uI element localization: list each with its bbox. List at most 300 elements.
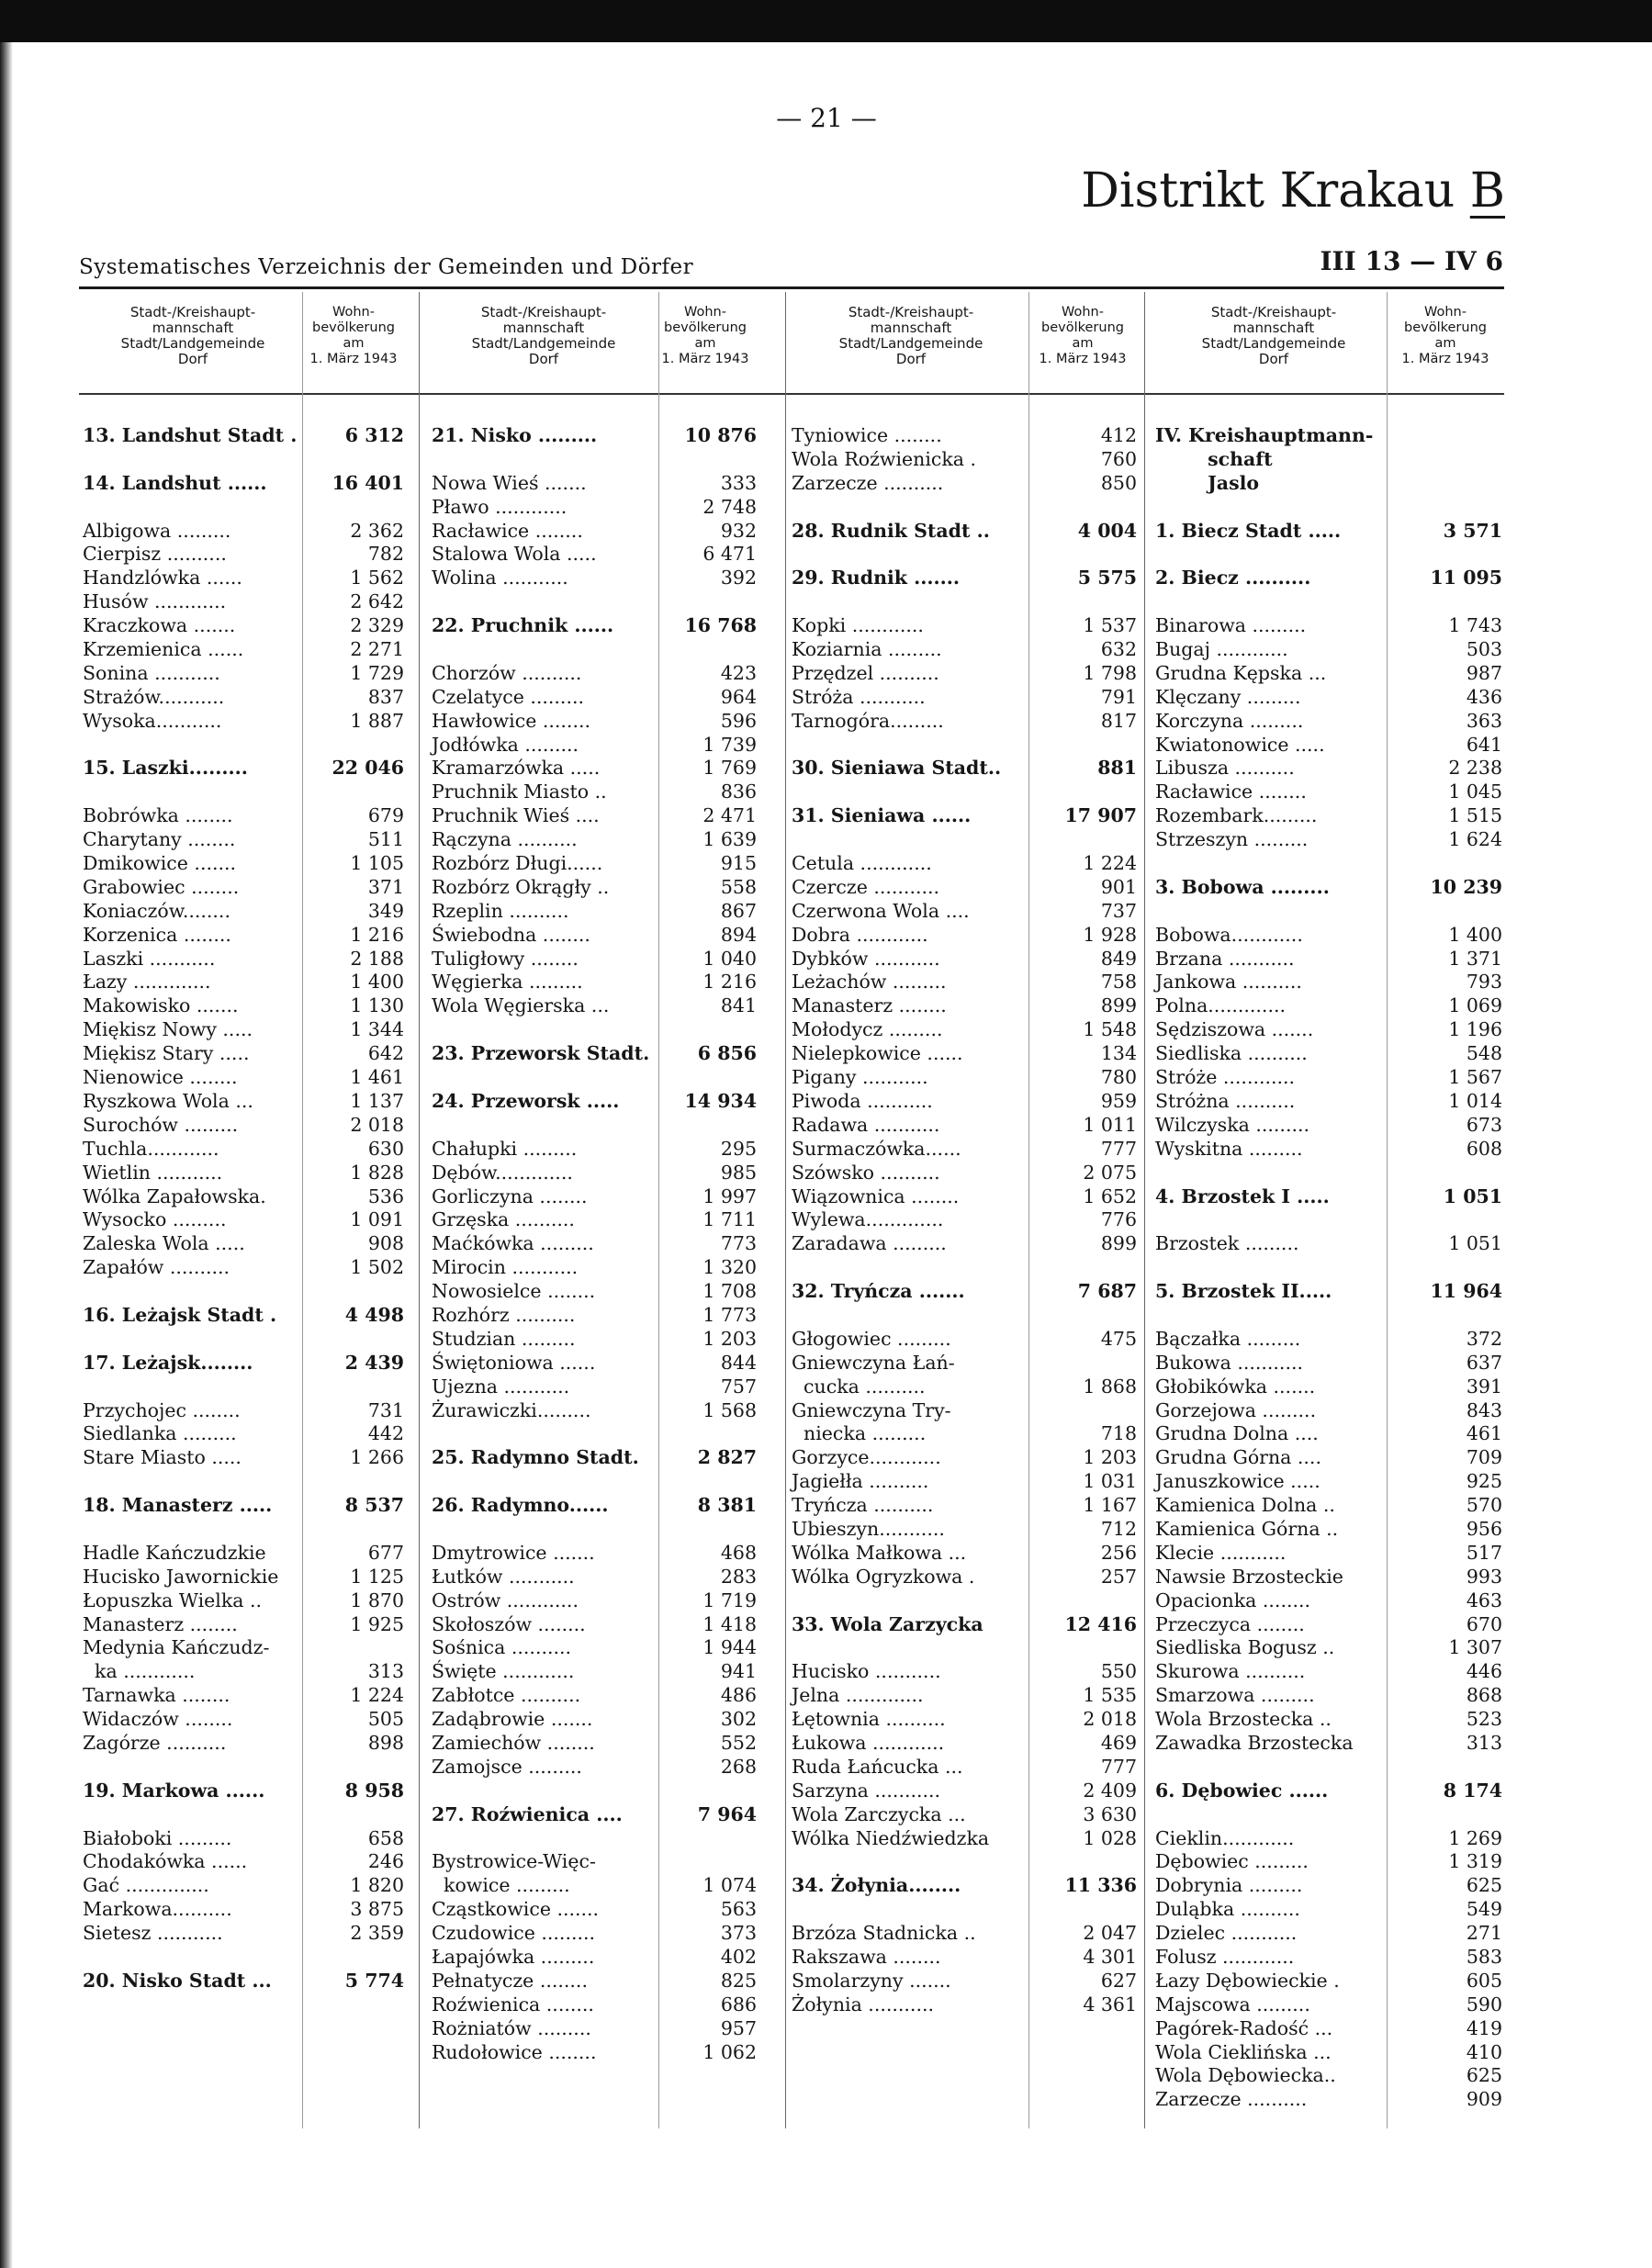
place-name: Studzian ......... [432, 1327, 576, 1350]
population-value: 442 [367, 1422, 404, 1445]
place-name: Wola Brzostecka .. [1155, 1708, 1332, 1731]
table-row [792, 1970, 1137, 1993]
table-row [432, 1566, 757, 1589]
population-value: 1 167 [1083, 1494, 1137, 1517]
population-value: 1 743 [1448, 614, 1502, 637]
district-heading-row [83, 1780, 404, 1803]
table-row [432, 1162, 757, 1185]
place-name: Sędziszowa ....... [1155, 1018, 1314, 1041]
table-row [1155, 852, 1502, 876]
place-name: Hucisko ........... [792, 1660, 941, 1683]
table-row [792, 1636, 1137, 1660]
population-value: 3 875 [350, 1898, 404, 1921]
place-name: Smolarzyny ....... [792, 1969, 951, 1992]
place-name: Zaradawa ......... [792, 1232, 947, 1255]
table-row [1155, 1446, 1502, 1470]
place-name: Tarnawka ........ [83, 1684, 230, 1707]
place-name: 1. Biecz Stadt ..... [1155, 519, 1342, 542]
place-name: Bobrówka ........ [83, 804, 233, 827]
place-name: Tryńcza .......... [792, 1494, 934, 1517]
population-value: 5 774 [344, 1969, 404, 1992]
table-row [1155, 710, 1502, 734]
table-row [1155, 1090, 1502, 1114]
place-name: Manasterz ........ [83, 1612, 238, 1635]
population-value: 552 [720, 1731, 757, 1754]
place-name: Strażów........... [83, 685, 225, 708]
header-name-line: Stadt/Landgemeinde [120, 335, 265, 352]
population-value: 313 [1466, 1731, 1502, 1754]
place-name: 21. Nisko ......... [432, 424, 598, 446]
table-row [792, 1042, 1137, 1066]
place-name: Przeczyca ........ [1155, 1612, 1305, 1635]
population-value: 641 [1466, 733, 1502, 756]
table-row [792, 780, 1137, 804]
population-value: 10 239 [1430, 875, 1502, 898]
place-name: Czercze ........... [792, 875, 940, 898]
population-value: 909 [1466, 2088, 1502, 2111]
population-value: 625 [1466, 2064, 1502, 2087]
header-pop-col-4 [1388, 305, 1502, 367]
population-value: 630 [367, 1137, 404, 1160]
population-value: 849 [1100, 947, 1137, 970]
population-value: 899 [1100, 994, 1137, 1017]
place-name: Gorzejowa ......... [1155, 1398, 1317, 1421]
table-row [1155, 1850, 1502, 1874]
table-row [1155, 924, 1502, 948]
table-row [432, 876, 757, 900]
place-name: Ujezna ........... [432, 1375, 570, 1398]
place-name: Koniaczów........ [83, 899, 230, 922]
place-name: cucka .......... [792, 1375, 926, 1398]
place-name: Wietlin ........... [83, 1161, 223, 1184]
population-value: 686 [720, 1993, 757, 2015]
population-value: 1 045 [1448, 780, 1502, 803]
table-column-4 [1155, 424, 1502, 2112]
place-name: Kamienica Dolna .. [1155, 1494, 1335, 1517]
district-heading-row [83, 1494, 404, 1518]
place-name: schaft [1155, 447, 1273, 470]
table-row [1155, 1256, 1502, 1280]
place-name: Bukowa ........... [1155, 1351, 1303, 1374]
place-name: Tarnogóra......... [792, 709, 944, 732]
population-value: 1 320 [702, 1256, 757, 1279]
population-value: 1 203 [1083, 1446, 1137, 1469]
place-name: 24. Przeworsk ..... [432, 1089, 620, 1112]
table-row [792, 1066, 1137, 1090]
table-row [1155, 1352, 1502, 1375]
population-value: 1 074 [702, 1874, 757, 1897]
population-value: 1 400 [1448, 923, 1502, 946]
table-row [432, 1589, 757, 1613]
population-value: 632 [1100, 638, 1137, 661]
place-name: Łopuszka Wielka .. [83, 1589, 263, 1611]
table-row [83, 828, 404, 852]
header-name-line: mannschaft [502, 320, 585, 336]
place-name: Brzana ........... [1155, 947, 1295, 970]
table-row [432, 448, 757, 472]
table-row [792, 1732, 1137, 1756]
table-row [432, 1256, 757, 1280]
header-name-line: Stadt-/Kreishaupt- [848, 304, 974, 320]
population-value: 536 [367, 1185, 404, 1207]
header-name-line: mannschaft [870, 320, 952, 336]
place-name: Majscowa ......... [1155, 1993, 1310, 2015]
population-value: 1 870 [350, 1589, 404, 1611]
population-value: 302 [720, 1708, 757, 1731]
table-row [432, 994, 757, 1018]
table-row [432, 638, 757, 662]
place-name: 13. Landshut Stadt . [83, 424, 298, 446]
place-name: Wólka Małkowa ... [792, 1541, 967, 1564]
population-value: 17 907 [1064, 804, 1137, 827]
table-row [83, 638, 404, 662]
population-value: 1 011 [1083, 1113, 1137, 1136]
place-name: Hadle Kańczudzkie [83, 1541, 266, 1564]
table-row [792, 1708, 1137, 1732]
place-name: Korzenica ........ [83, 923, 231, 946]
population-value: 2 271 [350, 638, 404, 661]
table-row [1155, 638, 1502, 662]
table-row [432, 804, 757, 828]
population-value: 11 095 [1430, 567, 1502, 589]
population-value: 793 [1466, 971, 1502, 994]
population-value: 1 125 [350, 1565, 404, 1588]
population-value: 1 639 [702, 828, 757, 851]
table-row [83, 1946, 404, 1970]
population-value: 658 [367, 1826, 404, 1849]
population-value: 881 [1097, 757, 1137, 780]
table-row [1155, 1756, 1502, 1780]
place-name: Zabłotce .......... [432, 1684, 581, 1707]
header-pop-line: bevölkerung [664, 320, 747, 335]
table-row [432, 1328, 757, 1352]
header-name-line: Dorf [895, 351, 927, 367]
table-row [83, 1589, 404, 1613]
header-pop-line: 1. März 1943 [309, 352, 398, 366]
place-name: Jodłówka ......... [432, 733, 579, 756]
table-row [1155, 2017, 1502, 2041]
header-pop-line: bevölkerung [312, 320, 395, 335]
table-row [432, 1518, 757, 1542]
population-value: 8 958 [344, 1779, 404, 1802]
place-name: ka ............ [83, 1660, 196, 1683]
population-value: 2 439 [344, 1351, 404, 1374]
table-row [792, 1684, 1137, 1708]
place-name: Stróżna .......... [1155, 1089, 1296, 1112]
table-row [432, 1660, 757, 1684]
table-row [83, 448, 404, 472]
place-name: Łapajówka ......... [432, 1946, 595, 1968]
place-name: Czudowice ......... [432, 1922, 596, 1945]
table-row [1155, 971, 1502, 994]
place-name: Jaslo [1155, 471, 1260, 494]
population-value: 1 624 [1448, 828, 1502, 851]
table-row [1155, 2088, 1502, 2112]
table-row [432, 1066, 757, 1090]
table-row [792, 1352, 1137, 1375]
table-row [792, 1470, 1137, 1494]
table-row [1155, 1660, 1502, 1684]
population-value: 1 887 [350, 709, 404, 732]
place-name: Żołynia ........... [792, 1993, 934, 2015]
district-heading-row [792, 567, 1137, 590]
population-value: 6 856 [697, 1042, 757, 1065]
population-value: 436 [1466, 685, 1502, 708]
place-name: Stare Miasto ..... [83, 1446, 242, 1469]
table-row [432, 2041, 757, 2065]
table-row [83, 590, 404, 614]
population-value: 371 [367, 875, 404, 898]
population-value: 925 [1466, 1470, 1502, 1493]
table-row [792, 734, 1137, 758]
table-row [1155, 1970, 1502, 1993]
table-row [1155, 1684, 1502, 1708]
population-value: 757 [720, 1375, 757, 1398]
table-row [1155, 1162, 1502, 1185]
population-value: 419 [1466, 2016, 1502, 2039]
place-name: Sietesz ........... [83, 1922, 223, 1945]
place-name: Kraczkowa ....... [83, 614, 236, 637]
table-row [432, 1399, 757, 1423]
table-row [432, 1827, 757, 1851]
population-value: 993 [1466, 1565, 1502, 1588]
population-value: 843 [1466, 1398, 1502, 1421]
place-name: Makowisko ....... [83, 994, 239, 1017]
district-letter: B [1469, 163, 1505, 219]
table-row [1155, 1470, 1502, 1494]
district-heading-row [792, 804, 1137, 828]
place-name: Wólka Zapałowska. [83, 1185, 266, 1207]
population-value: 463 [1466, 1589, 1502, 1611]
header-name-col-4 [1155, 305, 1392, 367]
district-heading-row [1155, 567, 1502, 590]
district-heading-row [432, 1446, 757, 1470]
population-value: 1 515 [1448, 804, 1502, 827]
table-row [432, 1898, 757, 1922]
table-row [83, 971, 404, 994]
table-row [83, 924, 404, 948]
population-value: 11 964 [1430, 1280, 1502, 1303]
place-name: Cząstkowice ....... [432, 1898, 600, 1921]
table-row [792, 1232, 1137, 1256]
district-heading-row [792, 757, 1137, 780]
place-name: Pagórek-Radość ... [1155, 2016, 1333, 2039]
place-name: Gorzyce............ [792, 1446, 941, 1469]
place-name: 15. Laszki......... [83, 757, 248, 780]
table-row [432, 1732, 757, 1756]
population-value: 1 319 [1448, 1850, 1502, 1873]
place-name: Hucisko Jawornickie [83, 1565, 279, 1588]
population-value: 2 047 [1083, 1922, 1137, 1945]
place-name: Markowa.......... [83, 1898, 232, 1921]
table-row [1155, 1066, 1502, 1090]
place-name: 30. Sieniawa Stadt.. [792, 757, 1002, 780]
population-value: 583 [1466, 1946, 1502, 1968]
place-name: Jagiełła .......... [792, 1470, 929, 1493]
population-value: 517 [1466, 1541, 1502, 1564]
place-name: Sośnica .......... [432, 1636, 572, 1659]
table-row [792, 1494, 1137, 1518]
place-name: Nowosielce ........ [432, 1280, 596, 1303]
table-row [83, 1684, 404, 1708]
place-name: Husów ............ [83, 590, 227, 613]
population-value: 1 769 [702, 757, 757, 780]
table-row [792, 1946, 1137, 1970]
place-name: Chorzów .......... [432, 661, 582, 684]
district-heading-row [1155, 1780, 1502, 1803]
header-pop-col-3 [1028, 305, 1137, 367]
population-value: 468 [720, 1541, 757, 1564]
table-row [432, 1874, 757, 1898]
table-row [83, 543, 404, 567]
place-name: Łazy Dębowieckie . [1155, 1969, 1340, 1992]
table-row [792, 1304, 1137, 1328]
population-value: 642 [367, 1042, 404, 1065]
table-row [83, 900, 404, 924]
population-value: 4 498 [344, 1303, 404, 1326]
table-row [83, 1803, 404, 1827]
population-value: 777 [1100, 1755, 1137, 1778]
population-value: 868 [1466, 1684, 1502, 1707]
table-row [432, 520, 757, 544]
population-value: 1 371 [1448, 947, 1502, 970]
table-row [792, 1898, 1137, 1922]
population-value: 2 642 [350, 590, 404, 613]
place-name: Skołoszów ........ [432, 1612, 586, 1635]
column-divider [1144, 292, 1145, 2128]
population-value: 932 [720, 519, 757, 542]
population-value: 867 [720, 899, 757, 922]
population-value: 782 [367, 543, 404, 566]
place-name: niecka ......... [792, 1422, 927, 1445]
table-row [83, 1066, 404, 1090]
table-row [1155, 1328, 1502, 1352]
place-name: Dzielec ........... [1155, 1922, 1298, 1945]
sheet-code: III 13 — IV 6 [1320, 246, 1503, 276]
place-name: Mołodycz ......... [792, 1018, 943, 1041]
population-value: 1 798 [1083, 661, 1137, 684]
table-column-2 [432, 424, 757, 2064]
table-row [1155, 994, 1502, 1018]
place-name: 28. Rudnik Stadt .. [792, 519, 990, 542]
district-heading-row [792, 1280, 1137, 1304]
population-value: 391 [1466, 1375, 1502, 1398]
place-name: Święte ............ [432, 1660, 575, 1683]
place-name: Wylewa............. [792, 1208, 944, 1231]
population-value: 7 687 [1077, 1280, 1137, 1303]
table-row [792, 1399, 1137, 1423]
place-name: Skurowa .......... [1155, 1660, 1306, 1683]
place-name: Siedliska .......... [1155, 1042, 1308, 1065]
district-heading-row [1155, 472, 1502, 496]
place-name: Grabowiec ........ [83, 875, 240, 898]
header-name-col-2 [432, 305, 656, 367]
table-row [1155, 804, 1502, 828]
place-name: Rakszawa ........ [792, 1946, 941, 1968]
table-row [1155, 614, 1502, 638]
district-heading-row [792, 1874, 1137, 1898]
place-name: Wysoka........... [83, 709, 222, 732]
population-value: 1 130 [350, 994, 404, 1017]
place-name: Nawsie Brzosteckie [1155, 1565, 1343, 1588]
place-name: Rozembark......... [1155, 804, 1318, 827]
population-value: 349 [367, 899, 404, 922]
population-value: 908 [367, 1232, 404, 1255]
table-row [432, 1018, 757, 1042]
place-name: Surochów ......... [83, 1113, 239, 1136]
place-name: Kwiatonowice ..... [1155, 733, 1325, 756]
table-row [83, 1232, 404, 1256]
header-name-line: mannschaft [152, 320, 234, 336]
place-name: Ruda Łańcucka ... [792, 1755, 963, 1778]
district-heading-row [432, 1803, 757, 1827]
table-row [792, 852, 1137, 876]
table-row [1155, 1803, 1502, 1827]
table-row [792, 496, 1137, 520]
district-heading-row [83, 424, 404, 448]
place-name: 5. Brzostek II..... [1155, 1280, 1332, 1303]
table-row [432, 686, 757, 710]
place-name: 26. Radymno...... [432, 1494, 609, 1517]
population-value: 709 [1466, 1446, 1502, 1469]
header-bottom-rule [79, 393, 1504, 395]
table-row [792, 1422, 1137, 1446]
table-row [83, 662, 404, 686]
population-value: 673 [1466, 1113, 1502, 1136]
place-name: Dobrynia ......... [1155, 1874, 1303, 1897]
place-name: Strzeszyn ......... [1155, 828, 1309, 851]
table-row [792, 614, 1137, 638]
district-heading-row [1155, 520, 1502, 544]
district-heading-row [1155, 1280, 1502, 1304]
population-value: 1 203 [702, 1327, 757, 1350]
population-value: 505 [367, 1708, 404, 1731]
table-row [1155, 1732, 1502, 1756]
population-value: 712 [1100, 1517, 1137, 1540]
district-heading-row [432, 614, 757, 638]
place-name: Surmaczówka...... [792, 1137, 961, 1160]
population-value: 2 075 [1083, 1161, 1137, 1184]
population-value: 1 216 [702, 971, 757, 994]
scan-top-border [0, 0, 1652, 42]
place-name: Chodakówka ...... [83, 1850, 248, 1873]
district-heading-row [83, 1304, 404, 1328]
place-name: Hawłowice ........ [432, 709, 590, 732]
district-title-text: Distrikt Krakau [1081, 163, 1455, 219]
place-name: Czerwona Wola .... [792, 899, 970, 922]
population-value: 1 216 [350, 923, 404, 946]
table-row [1155, 1542, 1502, 1566]
table-row [83, 1898, 404, 1922]
population-value: 1 928 [1083, 923, 1137, 946]
table-row [83, 1636, 404, 1660]
table-row [432, 1185, 757, 1209]
table-row [83, 1280, 404, 1304]
table-row [792, 1138, 1137, 1162]
place-name: Binarowa ......... [1155, 614, 1307, 637]
population-value: 2 188 [350, 947, 404, 970]
table-row [792, 900, 1137, 924]
table-row [83, 1756, 404, 1780]
population-value: 372 [1466, 1327, 1502, 1350]
place-name: Zadąbrowie ....... [432, 1708, 593, 1731]
place-name: Pruchnik Wieś .... [432, 804, 600, 827]
population-value: 985 [720, 1161, 757, 1184]
district-heading-row [1155, 876, 1502, 900]
table-row [792, 1256, 1137, 1280]
table-row [1155, 1613, 1502, 1637]
population-value: 959 [1100, 1089, 1137, 1112]
